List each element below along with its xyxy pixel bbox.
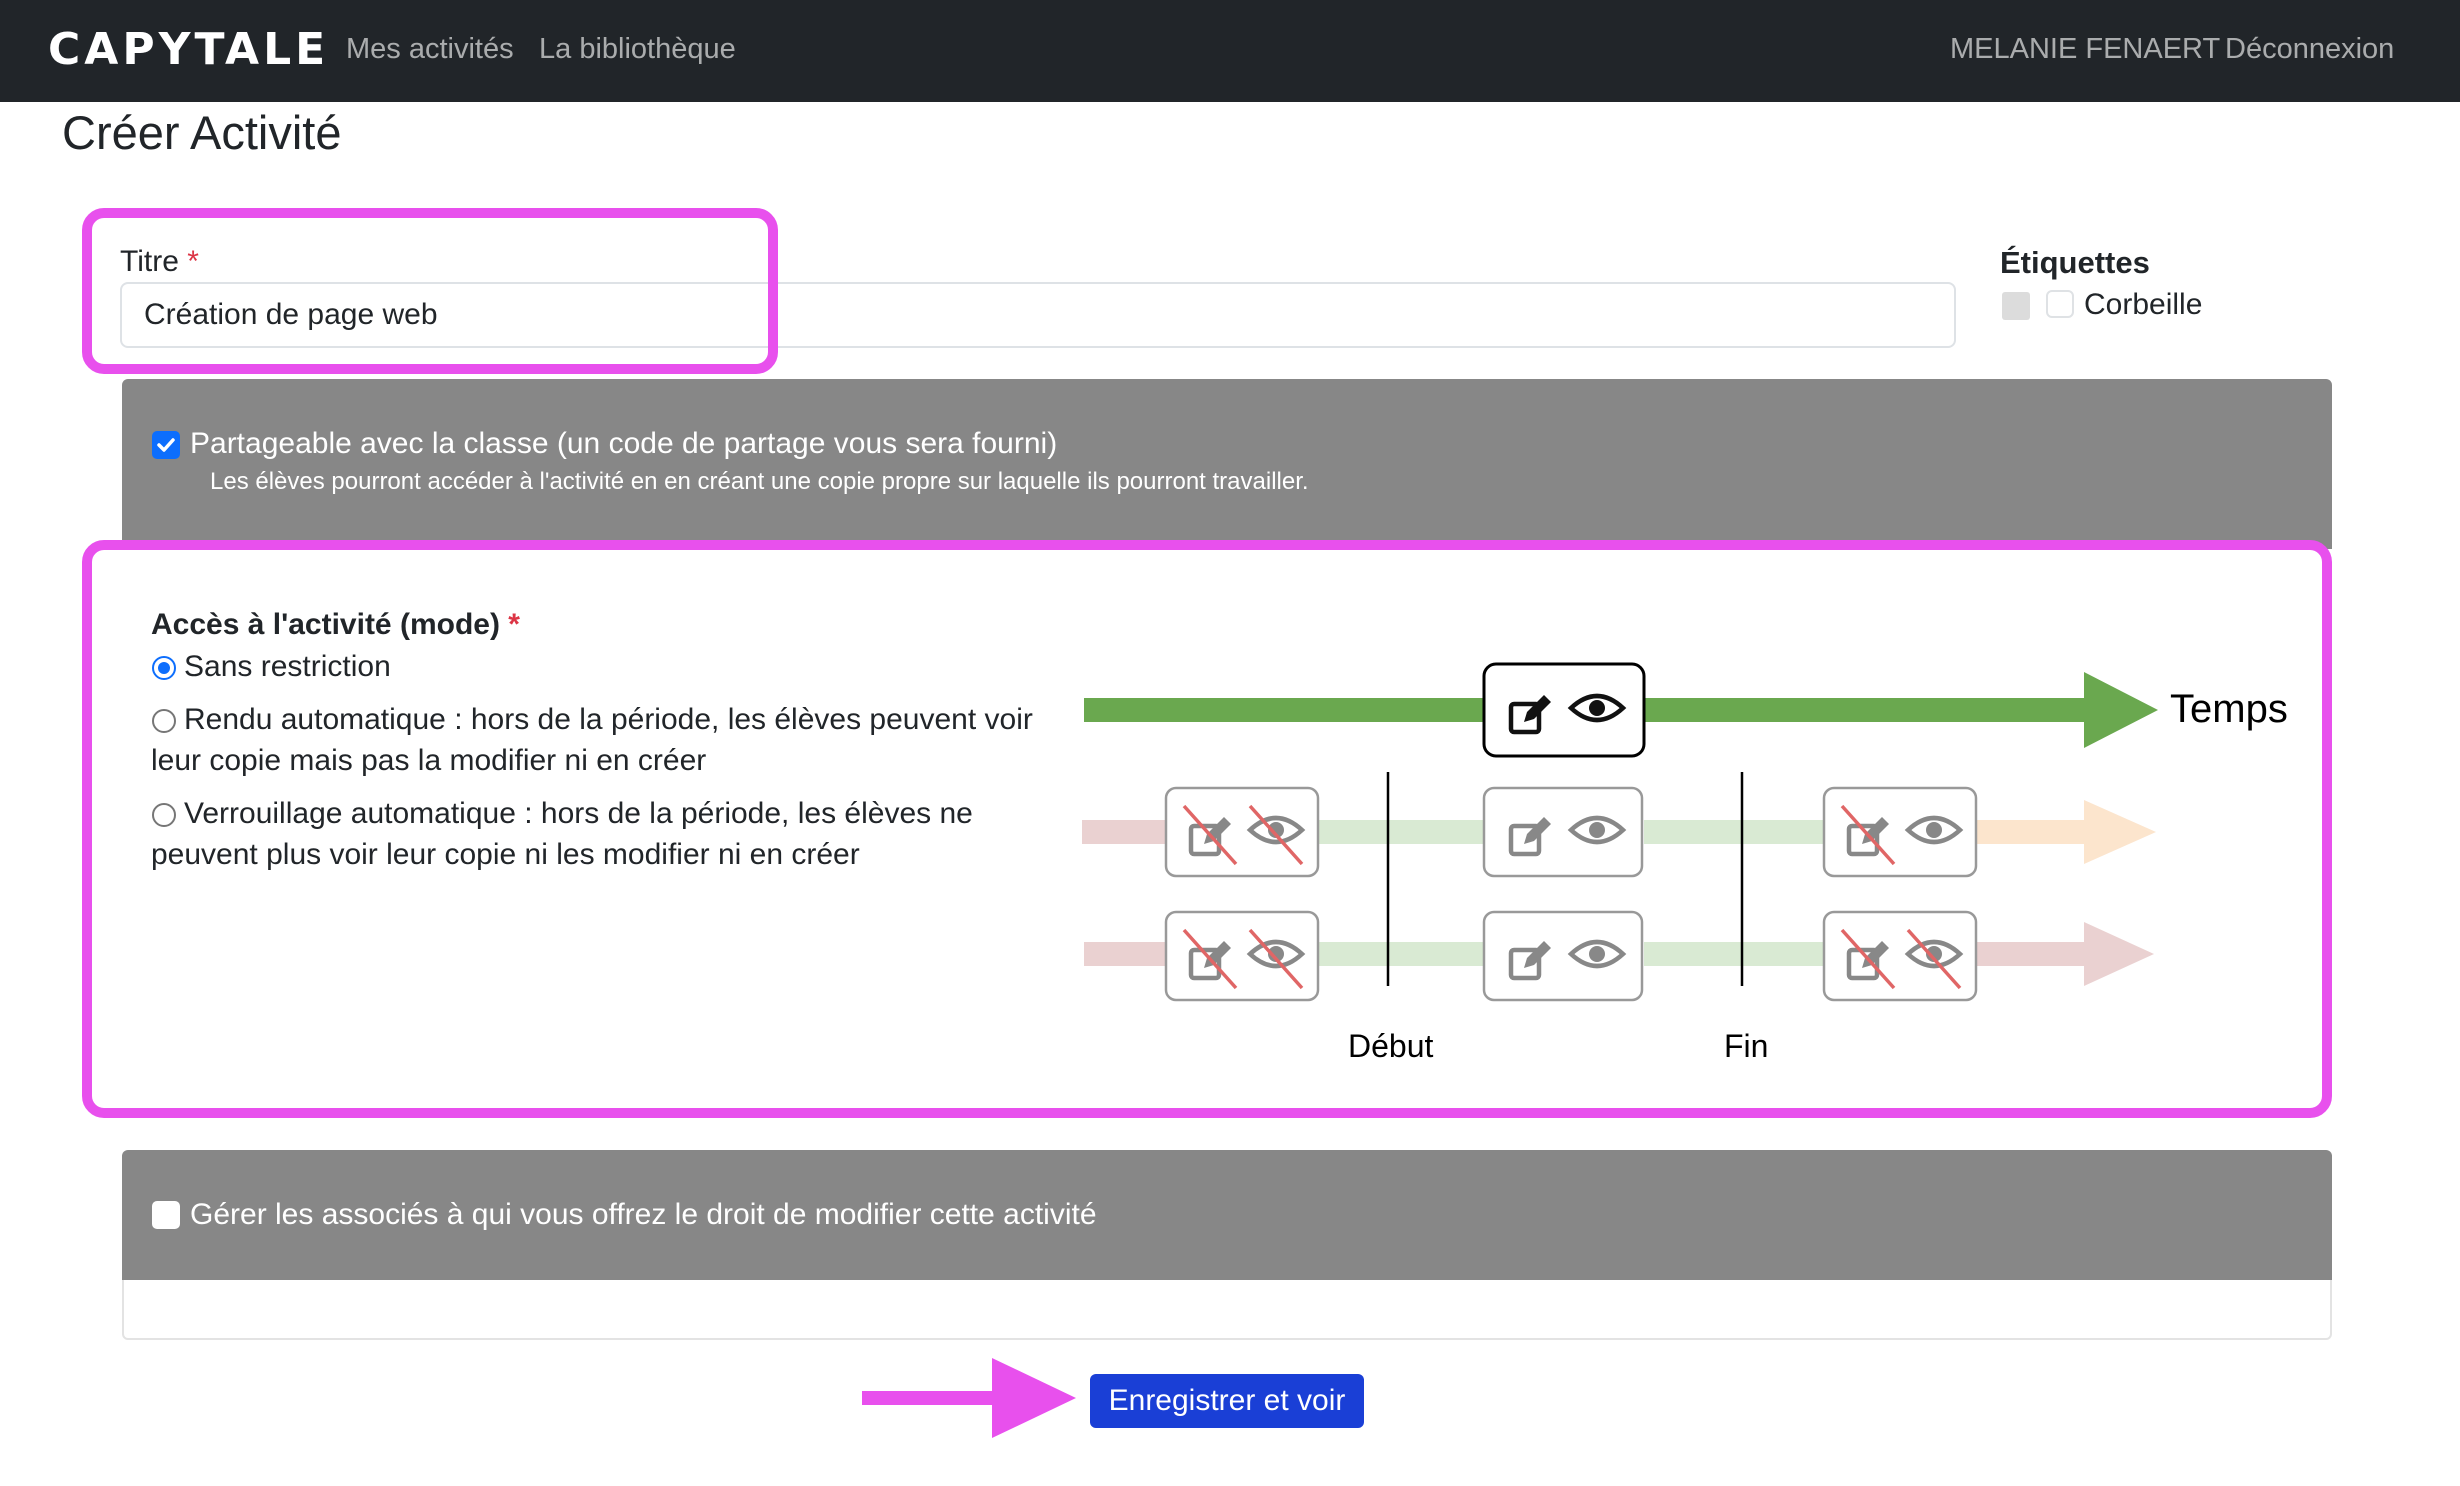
page-title: Créer Activité	[62, 106, 342, 159]
share-panel	[122, 379, 2332, 549]
nav-link-mes-activites[interactable]: Mes activités	[346, 33, 514, 65]
associates-panel-body	[122, 1280, 2332, 1340]
tags-heading: Étiquettes	[2000, 245, 2150, 280]
access-required-mark: *	[508, 608, 520, 641]
navbar	[0, 0, 2460, 102]
access-mode-title: Accès à l'activité (mode)	[151, 608, 500, 641]
nav-user-name[interactable]: MELANIE FENAERT	[1950, 33, 2221, 65]
timeline-time-label: Temps	[2170, 687, 2288, 731]
tag-label-corbeille[interactable]: Corbeille	[2084, 288, 2203, 321]
radio-label-verrouillage-line1[interactable]: Verrouillage automatique : hors de la période, les élèves ne	[184, 797, 973, 830]
associates-checkbox[interactable]	[152, 1201, 180, 1229]
arrow-right-icon	[862, 1358, 1076, 1438]
brand-logo[interactable]: CAPYTALE	[48, 24, 330, 75]
nav-logout-link[interactable]: Déconnexion	[2225, 33, 2395, 65]
associates-label[interactable]: Gérer les associés à qui vous offrez le droit de modifier cette activité	[190, 1198, 1097, 1231]
start-label: Début	[1348, 1028, 1434, 1064]
title-label-text: Titre	[120, 245, 179, 278]
save-and-view-button[interactable]: Enregistrer et voir	[1090, 1374, 1364, 1428]
end-label: Fin	[1724, 1028, 1769, 1064]
nav-link-bibliotheque[interactable]: La bibliothèque	[539, 33, 736, 65]
highlight-access-mode	[82, 540, 2332, 1118]
highlight-title-field	[82, 208, 778, 374]
radio-label-rendu-line1[interactable]: Rendu automatique : hors de la période, les élèves peuvent voir	[184, 703, 1033, 736]
check-icon	[154, 433, 178, 457]
share-help-text: Les élèves pourront accéder à l'activité en en créant une copie propre sur laquelle ils pourront travailler.	[210, 468, 1309, 495]
required-mark: *	[187, 245, 199, 278]
share-label[interactable]: Partageable avec la classe (un code de partage vous sera fourni)	[190, 427, 1058, 460]
tag-color-swatch	[2002, 292, 2030, 320]
tag-checkbox-corbeille[interactable]	[2046, 290, 2074, 318]
radio-label-sans-restriction[interactable]: Sans restriction	[184, 650, 391, 683]
radio-label-rendu-line2[interactable]: leur copie mais pas la modifier ni en créer	[151, 744, 707, 777]
share-checkbox[interactable]	[152, 431, 180, 459]
radio-label-verrouillage-line2[interactable]: peuvent plus voir leur copie ni les modifier ni en créer	[151, 838, 860, 871]
